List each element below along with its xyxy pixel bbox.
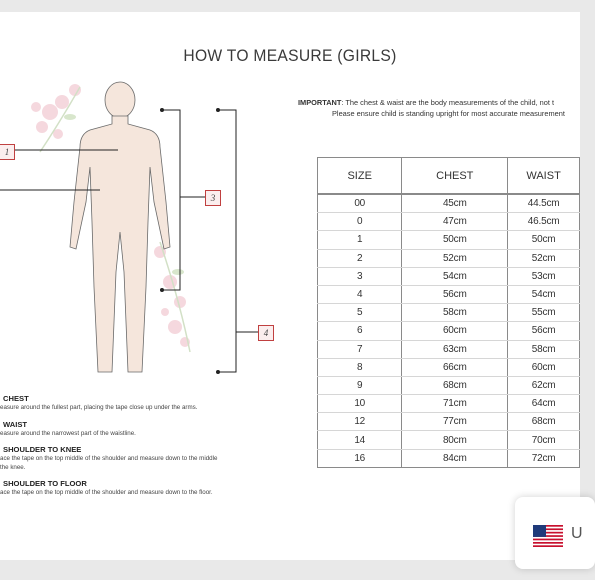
table-header-row — [318, 158, 580, 195]
cell-waist: 56cm — [508, 322, 580, 340]
instruction-text-continued: the knee. — [0, 463, 26, 471]
table-row — [318, 194, 580, 213]
cell-size: 7 — [318, 340, 402, 358]
cell-waist: 64cm — [508, 395, 580, 413]
cell-size: 12 — [318, 413, 402, 431]
cell-size: 6 — [318, 322, 402, 340]
cell-waist: 62cm — [508, 376, 580, 394]
cell-waist: 44.5cm — [508, 194, 580, 213]
important-text-1: : The chest & waist are the body measurements of the child, not t — [341, 98, 555, 107]
important-label: IMPORTANT — [298, 98, 342, 107]
size-chart-table — [317, 157, 580, 468]
cell-waist: 53cm — [508, 267, 580, 285]
instruction-title: WAIST — [3, 419, 28, 429]
page-title: HOW TO MEASURE (GIRLS) — [183, 46, 397, 65]
table-row — [318, 376, 580, 394]
cell-waist: 52cm — [508, 249, 580, 267]
cell-size: 0 — [318, 213, 402, 231]
cell-chest: 66cm — [402, 358, 508, 376]
cell-waist: 54cm — [508, 285, 580, 303]
cell-size: 2 — [318, 249, 402, 267]
cell-chest: 52cm — [402, 249, 508, 267]
table-row — [318, 395, 580, 413]
table-row — [318, 358, 580, 376]
table-row — [318, 285, 580, 303]
important-note — [298, 97, 580, 119]
header-size: SIZE — [318, 158, 402, 195]
cell-waist: 60cm — [508, 358, 580, 376]
marker-3: 3 — [205, 190, 221, 206]
instruction-text: easure around the narrowest part of the waistline. — [0, 429, 136, 437]
size-guide-sheet — [0, 12, 580, 560]
locale-selector[interactable] — [515, 497, 595, 569]
cell-chest: 77cm — [402, 413, 508, 431]
cell-chest: 50cm — [402, 231, 508, 249]
table-row — [318, 231, 580, 249]
cell-chest: 58cm — [402, 304, 508, 322]
instruction-title: SHOULDER TO FLOOR — [3, 479, 87, 488]
important-line-1 — [298, 97, 580, 108]
header-chest: CHEST — [402, 158, 508, 195]
instruction-shoulder-to-floor — [0, 479, 290, 498]
cell-size: 14 — [318, 431, 402, 449]
cell-waist: 50cm — [508, 231, 580, 249]
cell-waist: 46.5cm — [508, 213, 580, 231]
instruction-chest — [0, 394, 290, 413]
cell-chest: 45cm — [402, 194, 508, 213]
cell-waist: 72cm — [508, 449, 580, 467]
cell-chest: 54cm — [402, 267, 508, 285]
instruction-text: easure around the fullest part, placing the tape close up under the arms. — [0, 404, 198, 411]
table-row — [318, 267, 580, 285]
marker-1: 1 — [0, 144, 15, 160]
instruction-waist — [0, 420, 290, 439]
cell-chest: 47cm — [402, 213, 508, 231]
flower-decoration-bottom — [154, 242, 190, 352]
cell-size: 1 — [318, 231, 402, 249]
cell-waist: 70cm — [508, 431, 580, 449]
instruction-text: ace the tape on the top middle of the shoulder and measure down to the middle — [0, 455, 218, 462]
cell-chest: 63cm — [402, 340, 508, 358]
instruction-title: CHEST — [3, 394, 29, 403]
table-row — [318, 322, 580, 340]
cell-size: 8 — [318, 358, 402, 376]
important-line-2: Please ensure child is standing upright for most accurate measurement — [332, 109, 565, 118]
cell-size: 3 — [318, 267, 402, 285]
table-row — [318, 431, 580, 449]
flower-decoration-top — [31, 84, 81, 152]
cell-size: 5 — [318, 304, 402, 322]
cell-size: 00 — [318, 194, 402, 213]
instruction-shoulder-to-knee — [0, 445, 290, 472]
marker-4: 4 — [258, 325, 274, 341]
cell-size: 9 — [318, 376, 402, 394]
cell-chest: 56cm — [402, 285, 508, 303]
cell-chest: 60cm — [402, 322, 508, 340]
table-row — [318, 340, 580, 358]
table-row — [318, 304, 580, 322]
header-waist: WAIST — [508, 158, 580, 195]
measuring-instructions — [0, 394, 290, 505]
cell-size: 10 — [318, 395, 402, 413]
cell-waist: 58cm — [508, 340, 580, 358]
table-row — [318, 213, 580, 231]
instruction-text: ace the tape on the top middle of the shoulder and measure down to the floor. — [0, 489, 213, 496]
cell-chest: 68cm — [402, 376, 508, 394]
cell-waist: 55cm — [508, 304, 580, 322]
cell-chest: 71cm — [402, 395, 508, 413]
cell-chest: 80cm — [402, 431, 508, 449]
body-outline — [70, 82, 170, 372]
table-row — [318, 249, 580, 267]
locale-code: U — [571, 525, 583, 542]
body-figure — [0, 72, 290, 392]
cell-size: 16 — [318, 449, 402, 467]
cell-size: 4 — [318, 285, 402, 303]
child-silhouette-illustration — [0, 72, 290, 392]
cell-waist: 68cm — [508, 413, 580, 431]
us-flag-icon — [533, 525, 563, 547]
instruction-title: SHOULDER TO KNEE — [3, 445, 82, 454]
table-row — [318, 413, 580, 431]
cell-chest: 84cm — [402, 449, 508, 467]
table-row — [318, 449, 580, 467]
